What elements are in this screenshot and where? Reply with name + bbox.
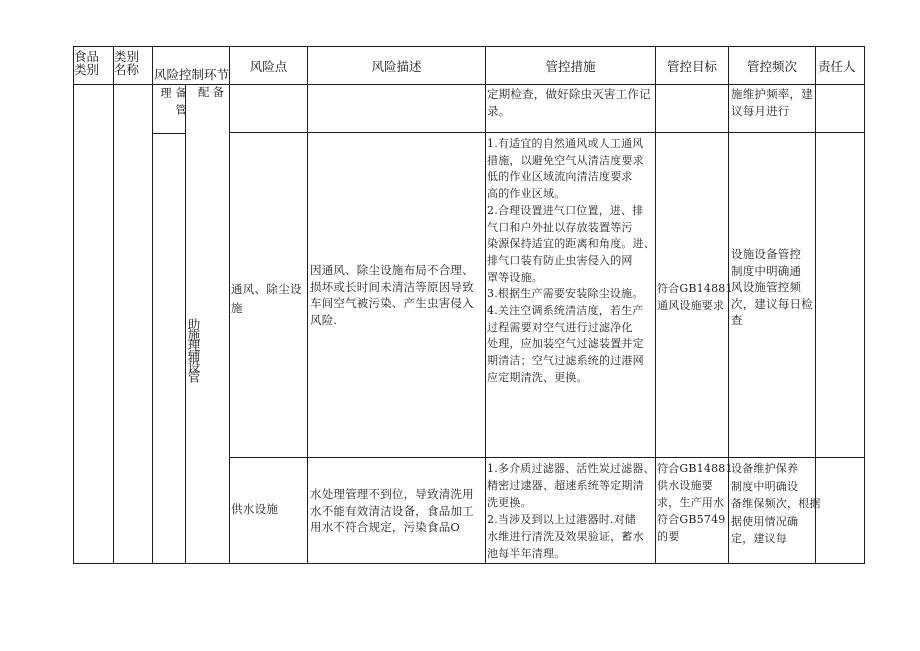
frequency-continued: 施维护频率，建 议每月进行 bbox=[731, 87, 813, 118]
risk-description-water-supply: 水处理管理不到位，导致清洗用 水不能有效清洁设备，食品加工 用水不符合规定，污染食品O bbox=[310, 487, 474, 535]
sub-stage-label: 助施理辅设管 bbox=[186, 318, 201, 381]
header-responsible: 责任人 bbox=[818, 59, 856, 74]
header-control-target: 管控目标 bbox=[666, 59, 717, 74]
risk-point-water-supply: 供水设施 bbox=[231, 502, 279, 516]
control-target-ventilation: 符合GB14881 通风设施要求 bbox=[657, 282, 733, 312]
control-frequency-water-supply: 设备维护保养 制度中明确设 备维保频次，根据 据使用情况确 定，建议每 bbox=[731, 462, 821, 545]
header-control-frequency: 管控频次 bbox=[746, 59, 797, 74]
risk-description-ventilation: 因通风、除尘设施布局不合理、 损坏或长时间未清洁等原因导致 车间空气被污染、产生虫害侵入 风险. bbox=[310, 263, 474, 327]
control-measures-ventilation: 1.有适宜的自然通风或人工通风 措施，以避免空气从清洁度要求 低的作业区域流向清洁度要求 高的作业区域。 2.合理设置进气口位置，进、排 气口和户外扯以存放装置等污 染源保持适宜的距离和角度。进、 排气口装有防止虫害侵入的网 罩等设施。 3.根据生产需要安装除尘设施。 4.关注空调系统清洁度，若生产 过程需要对空气进行过滤净化 处理，应加装空气过滤装置并定 期清洁；空气过滤系统的过港网 应定期清洗、更换。 bbox=[487, 137, 655, 384]
header-risk-stage: 风险控制环节 bbox=[154, 67, 230, 82]
control-target-water-supply: 符合GB14881 供水设施要 求，生产用水 符合GB5749 的要 bbox=[657, 462, 733, 543]
control-measures-water-supply: 1.多介质过滤器、活性炭过滤器、 精密过逮器、超速系统等定期清 洗更换。 2.当涉及到以上过港器时.对储 水维进行清洗及效果验证，蓄水 池每半年清理。 bbox=[487, 462, 655, 560]
risk-point-ventilation: 通风、除尘设施 bbox=[231, 282, 302, 315]
risk-stage-continued: 备管理 bbox=[159, 87, 187, 121]
header-category-name: 类别名称 bbox=[114, 49, 140, 77]
control-frequency-ventilation: 设施设备管控 制度中明确通 风设施管控频 次，建议每日检 查 bbox=[731, 247, 813, 328]
header-risk-description: 风险描述 bbox=[371, 59, 422, 74]
header-control-measures: 管控措施 bbox=[545, 59, 596, 74]
header-food-category: 食品类别 bbox=[74, 49, 100, 77]
header-risk-point: 风险点 bbox=[249, 59, 288, 74]
sub-stage-continued: 配备 bbox=[198, 85, 227, 99]
measures-continued: 定期检查，做好除虫灭害工作记 录。 bbox=[487, 87, 651, 118]
